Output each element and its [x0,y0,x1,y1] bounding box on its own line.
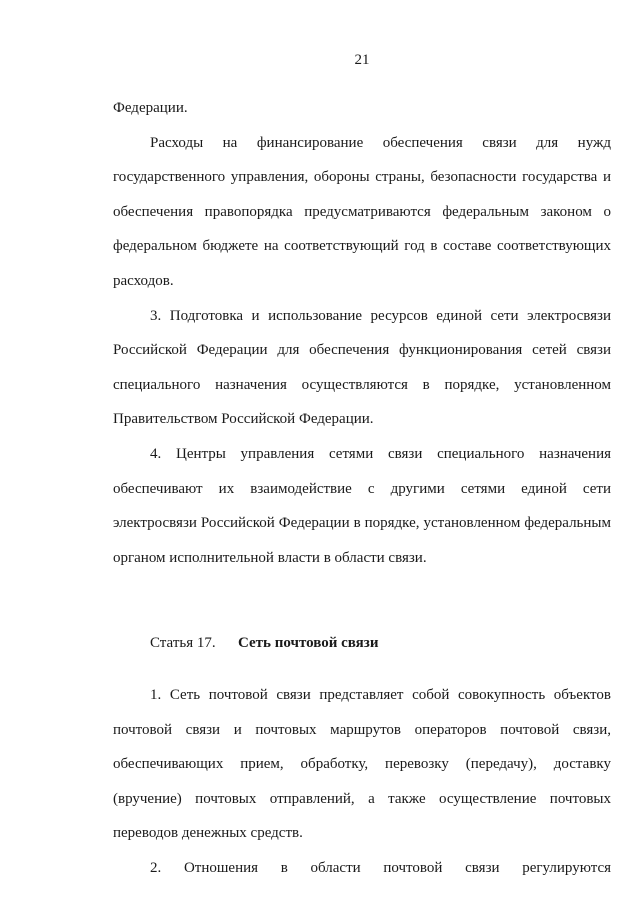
article-title: Сеть почтовой связи [238,635,379,651]
paragraph-item-3: 3. Подготовка и использование ресурсов единой сети электросвязи Российской Федерации для обеспечения функционирования сетей связи специального назначения осуществляются в порядке, установленном Правительством Российской Федерации. [113,307,611,428]
page-body [113,91,611,575]
paragraph-continuation: Федерации. [113,100,188,116]
page-number: 21 [354,52,370,68]
article-body [113,678,611,886]
paragraph-item-4: 4. Центры управления сетями связи специального назначения обеспечивают их взаимодействие с другими сетями единой сети электросвязи Российской Федерации в порядке, установленном федеральным органом исполнительной власти в области связи. [113,445,611,566]
paragraph-article-item-1: 1. Сеть почтовой связи представляет собой совокупность объектов почтовой связи и почтовых маршрутов операторов почтовой связи, обеспечивающих прием, обработку, перевозку (передачу), доставку (вручение) почтовых отправлений, а также осуществление почтовых переводов денежных средств. [113,687,611,842]
paragraph-expenses: Расходы на финансирование обеспечения связи для нужд государственного управления, обороны страны, безопасности государства и обеспечения правопорядка предусматриваются федеральным законом о федеральном бюджете на соответствующий год в составе соответствующих расходов. [113,134,611,289]
article-number: Статья 17. [150,635,216,651]
article-section [113,626,611,661]
article-heading [113,626,611,661]
paragraph-article-item-2: 2. Отношения в области почтовой связи регулируются [150,859,611,876]
